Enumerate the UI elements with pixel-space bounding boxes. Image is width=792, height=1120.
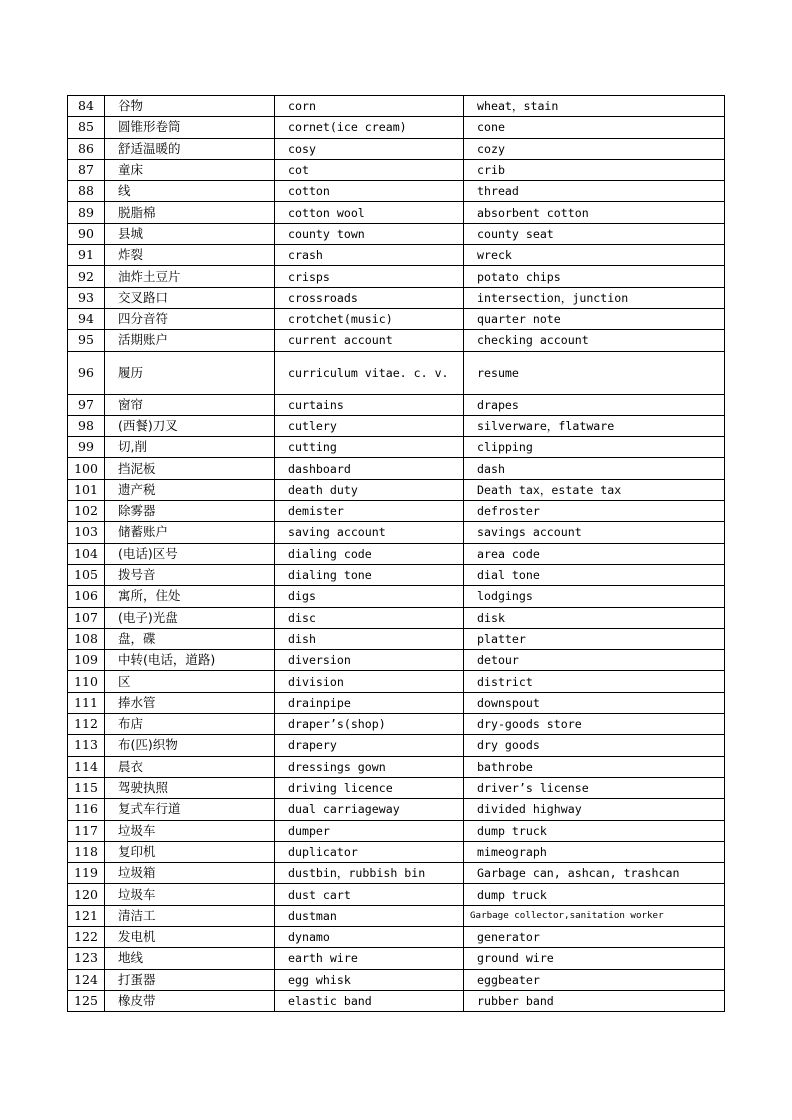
american-term: drapes [464,394,725,415]
chinese-term: (西餐)刀叉 [105,415,275,436]
table-row [68,714,725,735]
american-term: dump truck [464,884,725,905]
british-term: duplicator [275,841,464,862]
british-term: dust cart [275,884,464,905]
row-number: 113 [68,735,105,756]
table-row [68,394,725,415]
british-term: crisps [275,266,464,287]
table-row [68,181,725,202]
table-row [68,266,725,287]
chinese-term: 油炸土豆片 [105,266,275,287]
row-number: 98 [68,415,105,436]
table-row [68,671,725,692]
american-term: clipping [464,437,725,458]
table-row [68,501,725,522]
table-row [68,820,725,841]
chinese-term: 盘，碟 [105,628,275,649]
row-number: 93 [68,287,105,308]
british-term: dustbin，rubbish bin [275,863,464,884]
british-term: cornet(ice cream) [275,117,464,138]
american-term: wreck [464,245,725,266]
vocabulary-table-body [68,96,725,1012]
chinese-term: 拨号音 [105,564,275,585]
table-row [68,948,725,969]
chinese-term: 驾驶执照 [105,777,275,798]
row-number: 117 [68,820,105,841]
chinese-term: 发电机 [105,926,275,947]
vocabulary-table [67,95,725,1012]
british-term: digs [275,586,464,607]
british-term: cutlery [275,415,464,436]
chinese-term: 复式车行道 [105,799,275,820]
american-term: savings account [464,522,725,543]
table-row [68,863,725,884]
row-number: 85 [68,117,105,138]
british-term: curtains [275,394,464,415]
chinese-term: 谷物 [105,96,275,117]
chinese-term: 地线 [105,948,275,969]
british-term: curriculum vitae. c. v. [275,351,464,394]
chinese-term: 圆锥形卷筒 [105,117,275,138]
british-term: division [275,671,464,692]
row-number: 109 [68,650,105,671]
american-term: driver’s license [464,777,725,798]
american-term: crib [464,159,725,180]
chinese-term: 县城 [105,223,275,244]
row-number: 89 [68,202,105,223]
row-number: 105 [68,564,105,585]
chinese-term: 储蓄账户 [105,522,275,543]
row-number: 119 [68,863,105,884]
american-term: eggbeater [464,969,725,990]
chinese-term: 区 [105,671,275,692]
chinese-term: 交叉路口 [105,287,275,308]
american-term: ground wire [464,948,725,969]
table-row [68,202,725,223]
row-number: 112 [68,714,105,735]
british-term: disc [275,607,464,628]
british-term: dustman [275,905,464,926]
table-row [68,926,725,947]
table-row [68,969,725,990]
row-number: 123 [68,948,105,969]
table-row [68,330,725,351]
table-row [68,628,725,649]
american-term: platter [464,628,725,649]
table-row [68,159,725,180]
chinese-term: 活期账户 [105,330,275,351]
table-row [68,479,725,500]
chinese-term: 童床 [105,159,275,180]
table-row [68,841,725,862]
table-row [68,223,725,244]
table-row [68,905,725,926]
chinese-term: 线 [105,181,275,202]
american-term: divided highway [464,799,725,820]
chinese-term: 垃圾箱 [105,863,275,884]
table-row [68,692,725,713]
british-term: crotchet(music) [275,308,464,329]
british-term: dashboard [275,458,464,479]
row-number: 102 [68,501,105,522]
row-number: 111 [68,692,105,713]
table-row [68,543,725,564]
chinese-term: 晨衣 [105,756,275,777]
table-row [68,308,725,329]
row-number: 122 [68,926,105,947]
american-term: county seat [464,223,725,244]
american-term: cone [464,117,725,138]
british-term: elastic band [275,990,464,1011]
british-term: driving licence [275,777,464,798]
chinese-term: 打蛋器 [105,969,275,990]
row-number: 101 [68,479,105,500]
row-number: 121 [68,905,105,926]
british-term: egg whisk [275,969,464,990]
chinese-term: 布店 [105,714,275,735]
chinese-term: 切,削 [105,437,275,458]
row-number: 104 [68,543,105,564]
american-term: lodgings [464,586,725,607]
row-number: 99 [68,437,105,458]
table-row [68,607,725,628]
american-term: intersection，junction [464,287,725,308]
chinese-term: 捧水管 [105,692,275,713]
british-term: dynamo [275,926,464,947]
british-term: saving account [275,522,464,543]
british-term: diversion [275,650,464,671]
row-number: 87 [68,159,105,180]
american-term: Death tax，estate tax [464,479,725,500]
chinese-term: 履历 [105,351,275,394]
british-term: dumper [275,820,464,841]
american-term: disk [464,607,725,628]
american-term: Garbage collector,sanitation worker [464,905,725,926]
chinese-term: 脱脂棉 [105,202,275,223]
row-number: 125 [68,990,105,1011]
american-term: generator [464,926,725,947]
row-number: 106 [68,586,105,607]
row-number: 118 [68,841,105,862]
american-term: resume [464,351,725,394]
chinese-term: 寓所，住处 [105,586,275,607]
chinese-term: 挡泥板 [105,458,275,479]
table-row [68,564,725,585]
chinese-term: 布(匹)织物 [105,735,275,756]
british-term: demister [275,501,464,522]
table-row [68,96,725,117]
chinese-term: 遗产税 [105,479,275,500]
row-number: 91 [68,245,105,266]
row-number: 100 [68,458,105,479]
chinese-term: 中转(电话，道路) [105,650,275,671]
row-number: 84 [68,96,105,117]
row-number: 115 [68,777,105,798]
row-number: 94 [68,308,105,329]
american-term: wheat，stain [464,96,725,117]
row-number: 92 [68,266,105,287]
table-row [68,117,725,138]
row-number: 120 [68,884,105,905]
american-term: district [464,671,725,692]
american-term: checking account [464,330,725,351]
row-number: 97 [68,394,105,415]
row-number: 103 [68,522,105,543]
table-row [68,437,725,458]
chinese-term: (电子)光盘 [105,607,275,628]
british-term: cotton [275,181,464,202]
american-term: area code [464,543,725,564]
chinese-term: 垃圾车 [105,820,275,841]
row-number: 107 [68,607,105,628]
row-number: 124 [68,969,105,990]
table-row [68,650,725,671]
chinese-term: 窗帘 [105,394,275,415]
table-row [68,522,725,543]
table-row [68,586,725,607]
row-number: 110 [68,671,105,692]
row-number: 108 [68,628,105,649]
british-term: death duty [275,479,464,500]
row-number: 116 [68,799,105,820]
american-term: absorbent cotton [464,202,725,223]
british-term: dual carriageway [275,799,464,820]
british-term: county town [275,223,464,244]
table-row [68,351,725,394]
british-term: corn [275,96,464,117]
american-term: potato chips [464,266,725,287]
american-term: downspout [464,692,725,713]
chinese-term: 清洁工 [105,905,275,926]
table-row [68,799,725,820]
row-number: 90 [68,223,105,244]
american-term: mimeograph [464,841,725,862]
british-term: current account [275,330,464,351]
table-row [68,245,725,266]
row-number: 86 [68,138,105,159]
british-term: cutting [275,437,464,458]
table-row [68,884,725,905]
table-row [68,287,725,308]
chinese-term: 复印机 [105,841,275,862]
british-term: dialing code [275,543,464,564]
american-term: dial tone [464,564,725,585]
american-term: dump truck [464,820,725,841]
british-term: drapery [275,735,464,756]
row-number: 88 [68,181,105,202]
british-term: crossroads [275,287,464,308]
british-term: draper’s(shop) [275,714,464,735]
table-row [68,735,725,756]
british-term: cosy [275,138,464,159]
american-term: bathrobe [464,756,725,777]
american-term: Garbage can, ashcan, trashcan [464,863,725,884]
chinese-term: 舒适温暖的 [105,138,275,159]
american-term: dash [464,458,725,479]
american-term: rubber band [464,990,725,1011]
american-term: detour [464,650,725,671]
british-term: drainpipe [275,692,464,713]
american-term: dry-goods store [464,714,725,735]
chinese-term: 垃圾车 [105,884,275,905]
british-term: earth wire [275,948,464,969]
table-row [68,415,725,436]
table-row [68,458,725,479]
chinese-term: 炸裂 [105,245,275,266]
chinese-term: 橡皮带 [105,990,275,1011]
british-term: dialing tone [275,564,464,585]
table-row [68,756,725,777]
table-row [68,990,725,1011]
british-term: dish [275,628,464,649]
american-term: silverware，flatware [464,415,725,436]
row-number: 96 [68,351,105,394]
american-term: quarter note [464,308,725,329]
american-term: defroster [464,501,725,522]
table-row [68,777,725,798]
row-number: 95 [68,330,105,351]
table-row [68,138,725,159]
american-term: cozy [464,138,725,159]
british-term: dressings gown [275,756,464,777]
row-number: 114 [68,756,105,777]
chinese-term: 除雾器 [105,501,275,522]
british-term: cot [275,159,464,180]
chinese-term: (电话)区号 [105,543,275,564]
chinese-term: 四分音符 [105,308,275,329]
american-term: thread [464,181,725,202]
american-term: dry goods [464,735,725,756]
british-term: cotton wool [275,202,464,223]
british-term: crash [275,245,464,266]
